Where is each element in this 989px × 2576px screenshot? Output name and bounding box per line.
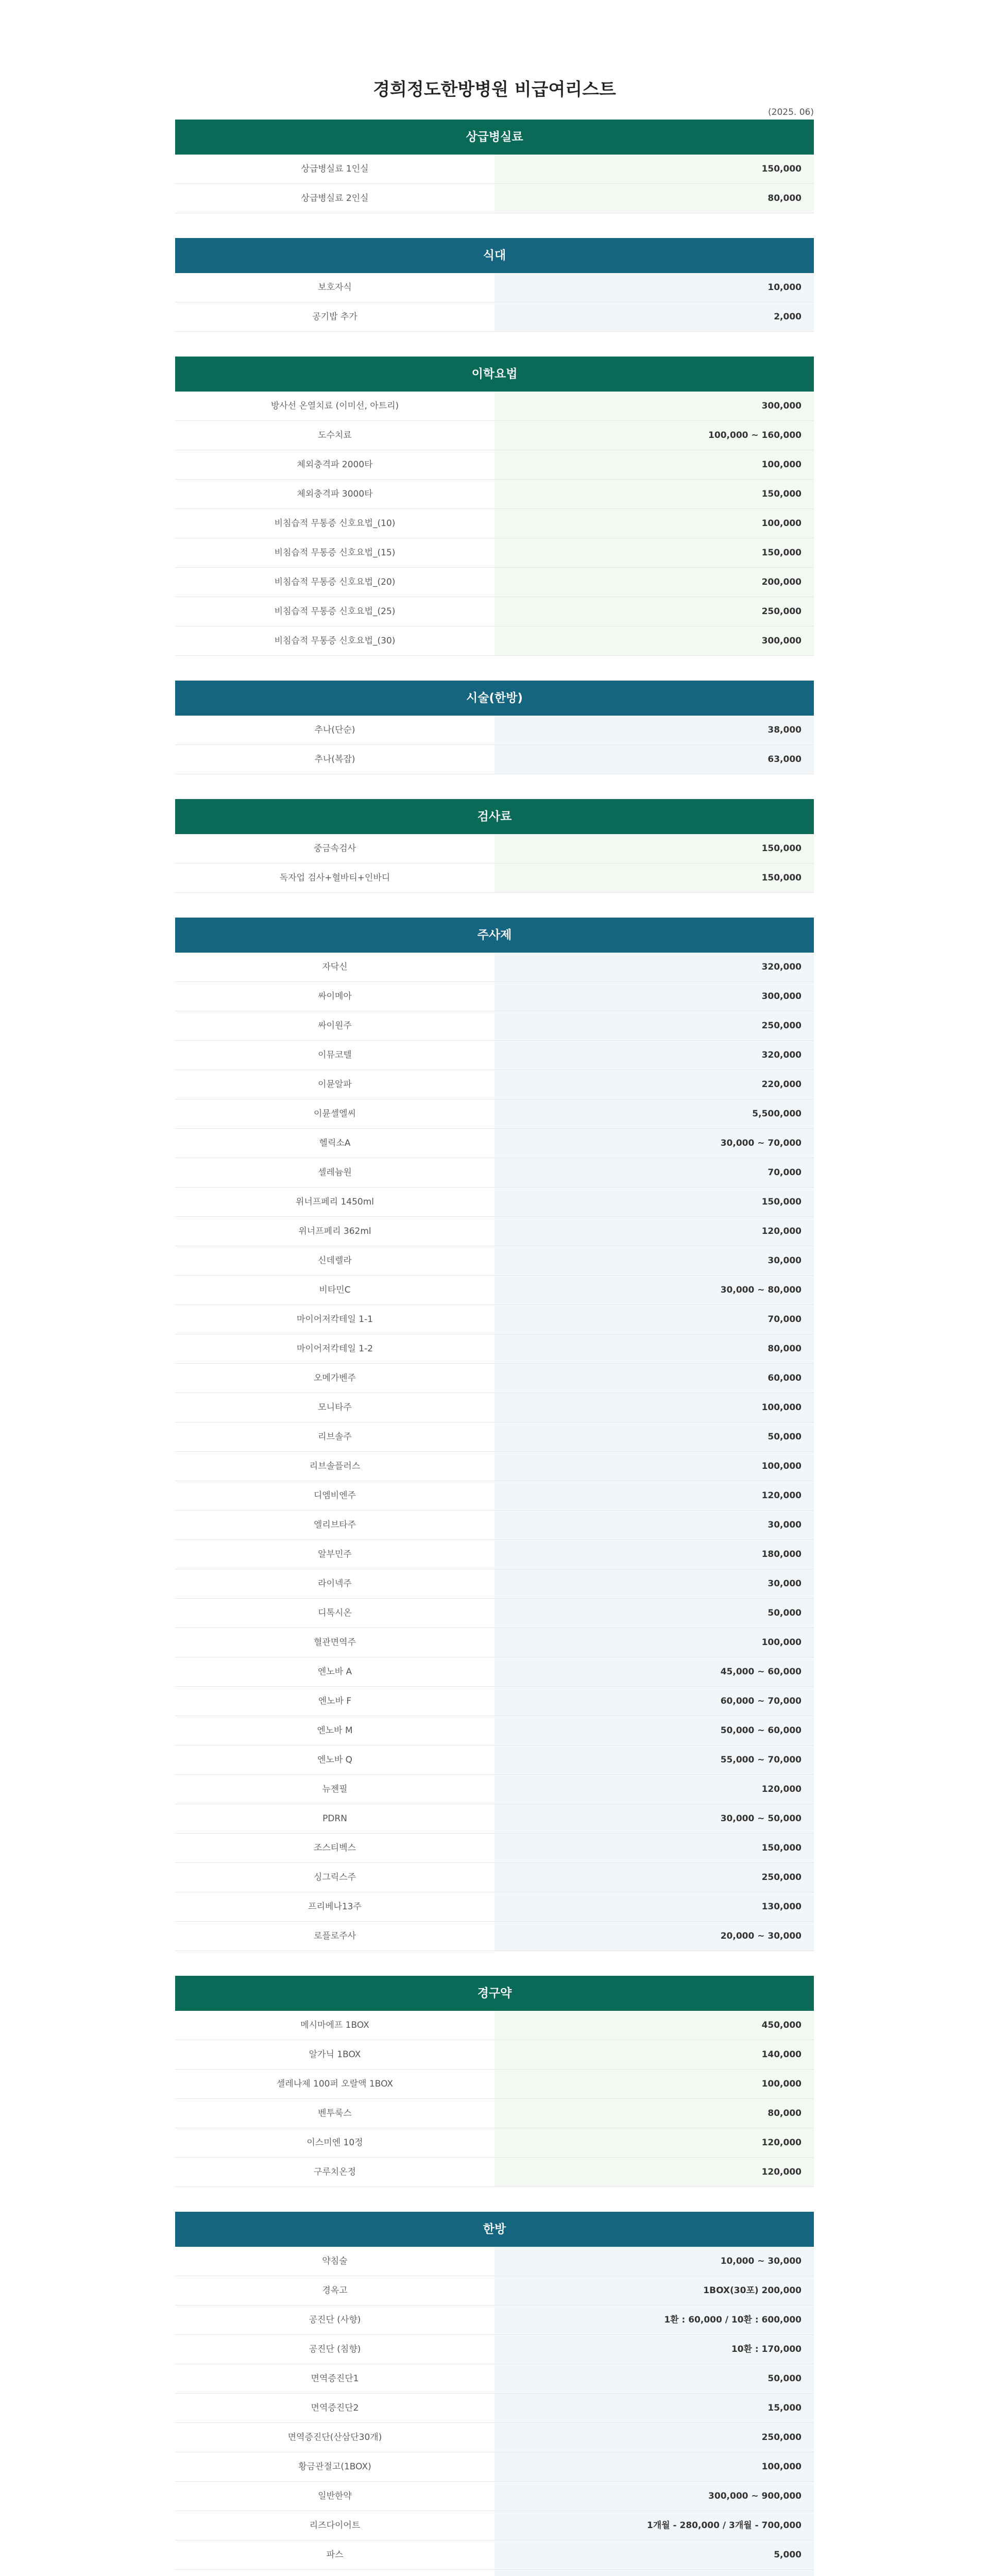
table-row — [175, 2394, 814, 2423]
table-row — [175, 392, 814, 421]
item-name: 파스 — [175, 2540, 494, 2569]
table-row — [175, 2276, 814, 2306]
table-row — [175, 2335, 814, 2364]
price-section — [175, 681, 814, 774]
table-row — [175, 568, 814, 597]
table-row — [175, 2540, 814, 2570]
table-row — [175, 1892, 814, 1922]
item-name: 일반한약 — [175, 2482, 494, 2511]
table-row — [175, 1158, 814, 1188]
item-name: 상급병실료 2인실 — [175, 184, 494, 213]
item-price: 10환 : 170,000 — [494, 2335, 814, 2364]
item-name: 면역증진단1 — [175, 2364, 494, 2393]
table-row — [175, 1599, 814, 1628]
item-price: 70,000 — [494, 1305, 814, 1334]
item-price: 50,000 — [494, 1599, 814, 1628]
table-row — [175, 2099, 814, 2128]
item-name: 이스미엔 10정 — [175, 2128, 494, 2157]
table-row — [175, 1569, 814, 1599]
item-price: 30,000 — [494, 1246, 814, 1275]
item-price: 100,000 — [494, 1628, 814, 1657]
item-price: 250,000 — [494, 1011, 814, 1040]
item-price: 250,000 — [494, 597, 814, 626]
item-name: 오메가벤주 — [175, 1364, 494, 1393]
item-name: 체외충격파 2000타 — [175, 450, 494, 479]
price-section — [175, 2212, 814, 2576]
item-name: 리브솔플러스 — [175, 1452, 494, 1481]
item-price: 450,000 — [494, 2011, 814, 2040]
table-row — [175, 1217, 814, 1246]
item-name: 상급병실료 1인실 — [175, 155, 494, 183]
item-price: 5,000 — [494, 2540, 814, 2569]
table-row — [175, 1716, 814, 1745]
item-price: 100,000 — [494, 509, 814, 538]
item-price: 5,500,000 — [494, 1099, 814, 1128]
item-price: 120,000 — [494, 2158, 814, 2187]
item-price: 30,000 — [494, 1569, 814, 1598]
item-price: 300,000 — [494, 392, 814, 420]
item-name: 엔노바 Q — [175, 1745, 494, 1774]
table-row — [175, 1628, 814, 1657]
item-price — [494, 2570, 814, 2576]
table-row — [175, 1276, 814, 1305]
table-row — [175, 1070, 814, 1099]
table-row — [175, 1863, 814, 1892]
table-row — [175, 421, 814, 450]
table-row — [175, 2482, 814, 2511]
price-section — [175, 120, 814, 213]
table-row — [175, 1393, 814, 1422]
table-row — [175, 2158, 814, 2187]
item-price: 130,000 — [494, 1892, 814, 1921]
item-name: 벤투룩스 — [175, 2099, 494, 2128]
item-price: 30,000 ~ 50,000 — [494, 1804, 814, 1833]
table-row — [175, 982, 814, 1011]
price-section — [175, 238, 814, 332]
item-price: 250,000 — [494, 2423, 814, 2452]
item-price: 60,000 — [494, 1364, 814, 1393]
item-price: 100,000 — [494, 1393, 814, 1422]
table-row — [175, 302, 814, 332]
item-price: 100,000 — [494, 1452, 814, 1481]
table-row — [175, 1011, 814, 1041]
item-price: 180,000 — [494, 1540, 814, 1569]
item-name: 싸이원주 — [175, 1011, 494, 1040]
item-name — [175, 2570, 494, 2576]
item-price: 10,000 — [494, 273, 814, 302]
item-price: 70,000 — [494, 1158, 814, 1187]
table-row — [175, 2570, 814, 2576]
item-name: 혈관면역주 — [175, 1628, 494, 1657]
item-price: 250,000 — [494, 1863, 814, 1892]
item-name: 약침술 — [175, 2247, 494, 2276]
table-row — [175, 1422, 814, 1452]
table-row — [175, 953, 814, 982]
table-row — [175, 538, 814, 568]
item-name: 프리베나13주 — [175, 1892, 494, 1921]
item-price: 38,000 — [494, 716, 814, 744]
item-name: 추나(단순) — [175, 716, 494, 744]
item-price: 50,000 — [494, 2364, 814, 2393]
item-name: 이뮨알파 — [175, 1070, 494, 1099]
table-row — [175, 626, 814, 656]
item-price: 2,000 — [494, 302, 814, 331]
table-row — [175, 834, 814, 863]
item-price: 45,000 ~ 60,000 — [494, 1657, 814, 1686]
item-name: 마이어저칵테일 1-2 — [175, 1334, 494, 1363]
item-price: 63,000 — [494, 745, 814, 774]
item-name: 리브솔주 — [175, 1422, 494, 1451]
item-name: 모니타주 — [175, 1393, 494, 1422]
price-section — [175, 357, 814, 656]
item-name: 뉴젠필 — [175, 1775, 494, 1804]
item-name: 도수치료 — [175, 421, 494, 450]
item-price: 150,000 — [494, 480, 814, 509]
table-row — [175, 863, 814, 893]
item-name: 비침습적 무통증 신호요법_(30) — [175, 626, 494, 655]
item-price: 100,000 — [494, 2452, 814, 2481]
section-header: 경구약 — [175, 1976, 814, 2011]
item-name: 비침습적 무통증 신호요법_(10) — [175, 509, 494, 538]
item-name: 헬릭소A — [175, 1129, 494, 1158]
item-name: 독자업 검사+혈바티+인바디 — [175, 863, 494, 892]
table-row — [175, 2364, 814, 2394]
item-price: 200,000 — [494, 568, 814, 597]
item-price: 1BOX(30포) 200,000 — [494, 2276, 814, 2305]
table-row — [175, 2511, 814, 2540]
table-row — [175, 2070, 814, 2099]
item-price: 300,000 — [494, 982, 814, 1011]
item-name: 위너프페리 362ml — [175, 1217, 494, 1246]
table-row — [175, 597, 814, 626]
item-name: 위너프페리 1450ml — [175, 1188, 494, 1216]
item-name: 이뮤코텔 — [175, 1041, 494, 1070]
table-row — [175, 450, 814, 480]
item-price: 320,000 — [494, 1041, 814, 1070]
table-row — [175, 1511, 814, 1540]
item-name: 셀레늄원 — [175, 1158, 494, 1187]
item-price: 30,000 — [494, 1511, 814, 1539]
item-price: 150,000 — [494, 155, 814, 183]
item-name: 자닥신 — [175, 953, 494, 981]
table-row — [175, 1775, 814, 1804]
item-price: 100,000 — [494, 450, 814, 479]
item-name: 엔노바 M — [175, 1716, 494, 1745]
item-name: 엔노바 F — [175, 1687, 494, 1716]
item-price: 50,000 ~ 60,000 — [494, 1716, 814, 1745]
price-section — [175, 1976, 814, 2187]
item-name: 비침습적 무통증 신호요법_(25) — [175, 597, 494, 626]
item-price: 150,000 — [494, 1188, 814, 1216]
item-price: 100,000 — [494, 2070, 814, 2098]
item-name: 마이어저칵테일 1-1 — [175, 1305, 494, 1334]
item-price: 100,000 ~ 160,000 — [494, 421, 814, 450]
item-price: 20,000 ~ 30,000 — [494, 1922, 814, 1951]
item-name: 면역증진단2 — [175, 2394, 494, 2422]
table-row — [175, 2247, 814, 2276]
item-price: 1환 : 60,000 / 10환 : 600,000 — [494, 2306, 814, 2334]
table-row — [175, 1188, 814, 1217]
section-header: 검사료 — [175, 799, 814, 834]
item-name: 알가닉 1BOX — [175, 2040, 494, 2069]
item-name: 면역증진단(산삼단30개) — [175, 2423, 494, 2452]
item-name: 추나(복잡) — [175, 745, 494, 774]
table-row — [175, 1364, 814, 1393]
item-price: 15,000 — [494, 2394, 814, 2422]
item-name: 이뮨셀엘씨 — [175, 1099, 494, 1128]
section-header: 상급병실료 — [175, 120, 814, 155]
table-row — [175, 2011, 814, 2040]
item-price: 80,000 — [494, 2099, 814, 2128]
item-name: PDRN — [175, 1804, 494, 1833]
item-price: 300,000 ~ 900,000 — [494, 2482, 814, 2511]
item-name: 방사선 온열치료 (이미선, 아트리) — [175, 392, 494, 420]
item-name: 공진단 (침향) — [175, 2335, 494, 2364]
item-name: 리즈다이어트 — [175, 2511, 494, 2540]
table-row — [175, 480, 814, 509]
item-name: 로플로주사 — [175, 1922, 494, 1951]
date-label: (2025. 06) — [768, 107, 814, 117]
table-row — [175, 1452, 814, 1481]
item-price: 320,000 — [494, 953, 814, 981]
item-price: 120,000 — [494, 1775, 814, 1804]
table-row — [175, 1129, 814, 1158]
item-price: 150,000 — [494, 538, 814, 567]
item-name: 구루치온정 — [175, 2158, 494, 2187]
table-row — [175, 2452, 814, 2482]
section-header: 이학요법 — [175, 357, 814, 392]
price-section — [175, 918, 814, 1951]
table-row — [175, 2128, 814, 2158]
item-price: 80,000 — [494, 1334, 814, 1363]
item-name: 공기밥 추가 — [175, 302, 494, 331]
table-row — [175, 2423, 814, 2452]
item-name: 알부민주 — [175, 1540, 494, 1569]
table-row — [175, 1246, 814, 1276]
item-name: 싸이메아 — [175, 982, 494, 1011]
item-price: 60,000 ~ 70,000 — [494, 1687, 814, 1716]
item-name: 비침습적 무통증 신호요법_(15) — [175, 538, 494, 567]
table-row — [175, 1834, 814, 1863]
item-name: 황금관절고(1BOX) — [175, 2452, 494, 2481]
table-row — [175, 1540, 814, 1569]
table-row — [175, 1804, 814, 1834]
item-name: 디톡시온 — [175, 1599, 494, 1628]
item-name: 라이넥주 — [175, 1569, 494, 1598]
item-price: 50,000 — [494, 1422, 814, 1451]
page-title: 경희정도한방병원 비급여리스트 — [373, 79, 616, 100]
item-name: 중금속검사 — [175, 834, 494, 863]
item-name: 신데렐라 — [175, 1246, 494, 1275]
item-name: 엘리브타주 — [175, 1511, 494, 1539]
table-row — [175, 509, 814, 538]
item-price: 30,000 ~ 70,000 — [494, 1129, 814, 1158]
item-price: 150,000 — [494, 834, 814, 863]
table-row — [175, 1687, 814, 1716]
item-price: 140,000 — [494, 2040, 814, 2069]
section-header: 식대 — [175, 238, 814, 273]
item-price: 30,000 ~ 80,000 — [494, 1276, 814, 1304]
price-list — [0, 120, 989, 2576]
table-row — [175, 745, 814, 774]
table-row — [175, 1657, 814, 1687]
table-row — [175, 1745, 814, 1775]
item-name: 공진단 (사향) — [175, 2306, 494, 2334]
section-header: 주사제 — [175, 918, 814, 953]
table-row — [175, 1099, 814, 1129]
item-name: 비침습적 무통증 신호요법_(20) — [175, 568, 494, 597]
item-name: 메시마에프 1BOX — [175, 2011, 494, 2040]
item-price: 55,000 ~ 70,000 — [494, 1745, 814, 1774]
table-row — [175, 1305, 814, 1334]
item-price: 220,000 — [494, 1070, 814, 1099]
item-price: 150,000 — [494, 1834, 814, 1862]
item-name: 엔노바 A — [175, 1657, 494, 1686]
table-row — [175, 1334, 814, 1364]
table-row — [175, 1041, 814, 1070]
item-name: 디엠비엔주 — [175, 1481, 494, 1510]
table-row — [175, 716, 814, 745]
item-name: 셀레나제 100퍼 오랄액 1BOX — [175, 2070, 494, 2098]
table-row — [175, 273, 814, 302]
item-name: 보호자식 — [175, 273, 494, 302]
section-header: 한방 — [175, 2212, 814, 2247]
item-price: 150,000 — [494, 863, 814, 892]
item-price: 120,000 — [494, 1481, 814, 1510]
table-row — [175, 2306, 814, 2335]
item-price: 120,000 — [494, 1217, 814, 1246]
item-price: 80,000 — [494, 184, 814, 213]
item-price: 120,000 — [494, 2128, 814, 2157]
table-row — [175, 2040, 814, 2070]
section-header: 시술(한방) — [175, 681, 814, 716]
item-name: 싱그릭스주 — [175, 1863, 494, 1892]
item-name: 비타민C — [175, 1276, 494, 1304]
table-row — [175, 184, 814, 213]
table-row — [175, 1481, 814, 1511]
table-row — [175, 155, 814, 184]
item-price: 300,000 — [494, 626, 814, 655]
table-row — [175, 1922, 814, 1951]
price-section — [175, 799, 814, 893]
item-price: 10,000 ~ 30,000 — [494, 2247, 814, 2276]
item-name: 체외충격파 3000타 — [175, 480, 494, 509]
item-name: 조스티벡스 — [175, 1834, 494, 1862]
item-name: 경옥고 — [175, 2276, 494, 2305]
item-price: 1개월 - 280,000 / 3개월 - 700,000 — [494, 2511, 814, 2540]
